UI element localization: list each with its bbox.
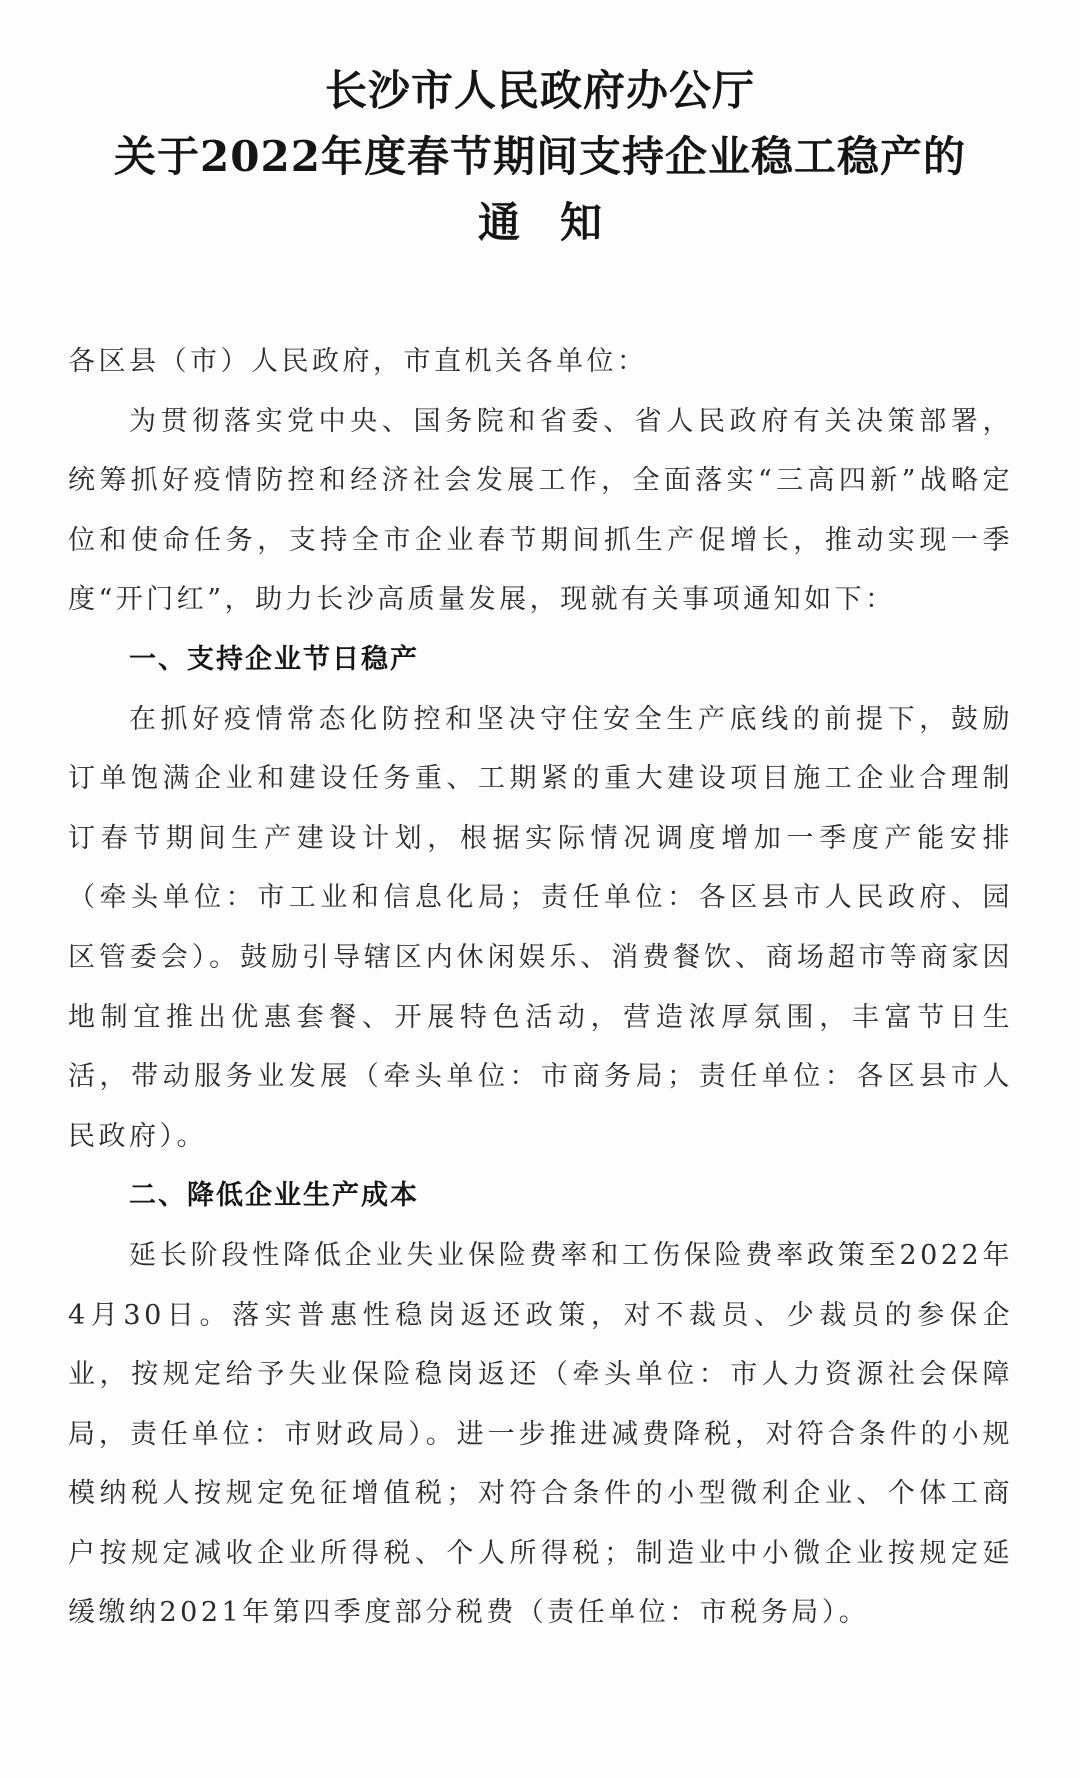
document-title <box>0 58 1080 256</box>
title-line-issuer: 长沙市人民政府办公厅 <box>324 66 755 115</box>
title-line-notice: 通知 <box>477 198 642 247</box>
salutation: 各区县（市）人民政府，市直机关各单位： <box>68 346 648 377</box>
document-body <box>68 332 1013 1643</box>
title-line-subject: 关于2022年度春节期间支持企业稳工稳产的 <box>114 132 966 181</box>
section-heading-1: 一、支持企业节日稳产 <box>129 643 419 675</box>
section-body-1: 在抓好疫情常态化防控和坚决守住安全生产底线的前提下，鼓励订单饱满企业和建设任务重、工期紧的重大建设项目施工企业合理制订春节期间生产建设计划，根据实际情况调度增加一季度产能安排（牵头单位：市工业和信息化局；责任单位：各区县市人民政府、园区管委会）。鼓励引导辖区内休闲娱乐、消费餐饮、商场超市等商家因地制宜推出优惠套餐、开展特色活动，营造浓厚氛围，丰富节日生活，带动服务业发展（牵头单位：市商务局；责任单位：各区县市人民政府）。 <box>68 703 1013 1152</box>
intro-paragraph: 为贯彻落实党中央、国务院和省委、省人民政府有关决策部署，统筹抓好疫情防控和经济社会发展工作，全面落实“三高四新”战略定位和使命任务，支持全市企业春节期间抓生产促增长，推动实现一季度“开门红”，助力长沙高质量发展，现就有关事项通知如下： <box>68 405 1013 616</box>
section-body-2: 延长阶段性降低企业失业保险费率和工伤保险费率政策至2022年4月30日。落实普惠性稳岗返还政策，对不裁员、少裁员的参保企业，按规定给予失业保险稳岗返还（牵头单位：市人力资源社会保障局，责任单位：市财政局）。进一步推进减费降税，对符合条件的小规模纳税人按规定免征增值税；对符合条件的小型微利企业、个体工商户按规定减收企业所得税、个人所得税；制造业中小微企业按规定延缓缴纳2021年第四季度部分税费（责任单位：市税务局）。 <box>68 1239 1013 1629</box>
section-heading-2: 二、降低企业生产成本 <box>129 1180 419 1212</box>
